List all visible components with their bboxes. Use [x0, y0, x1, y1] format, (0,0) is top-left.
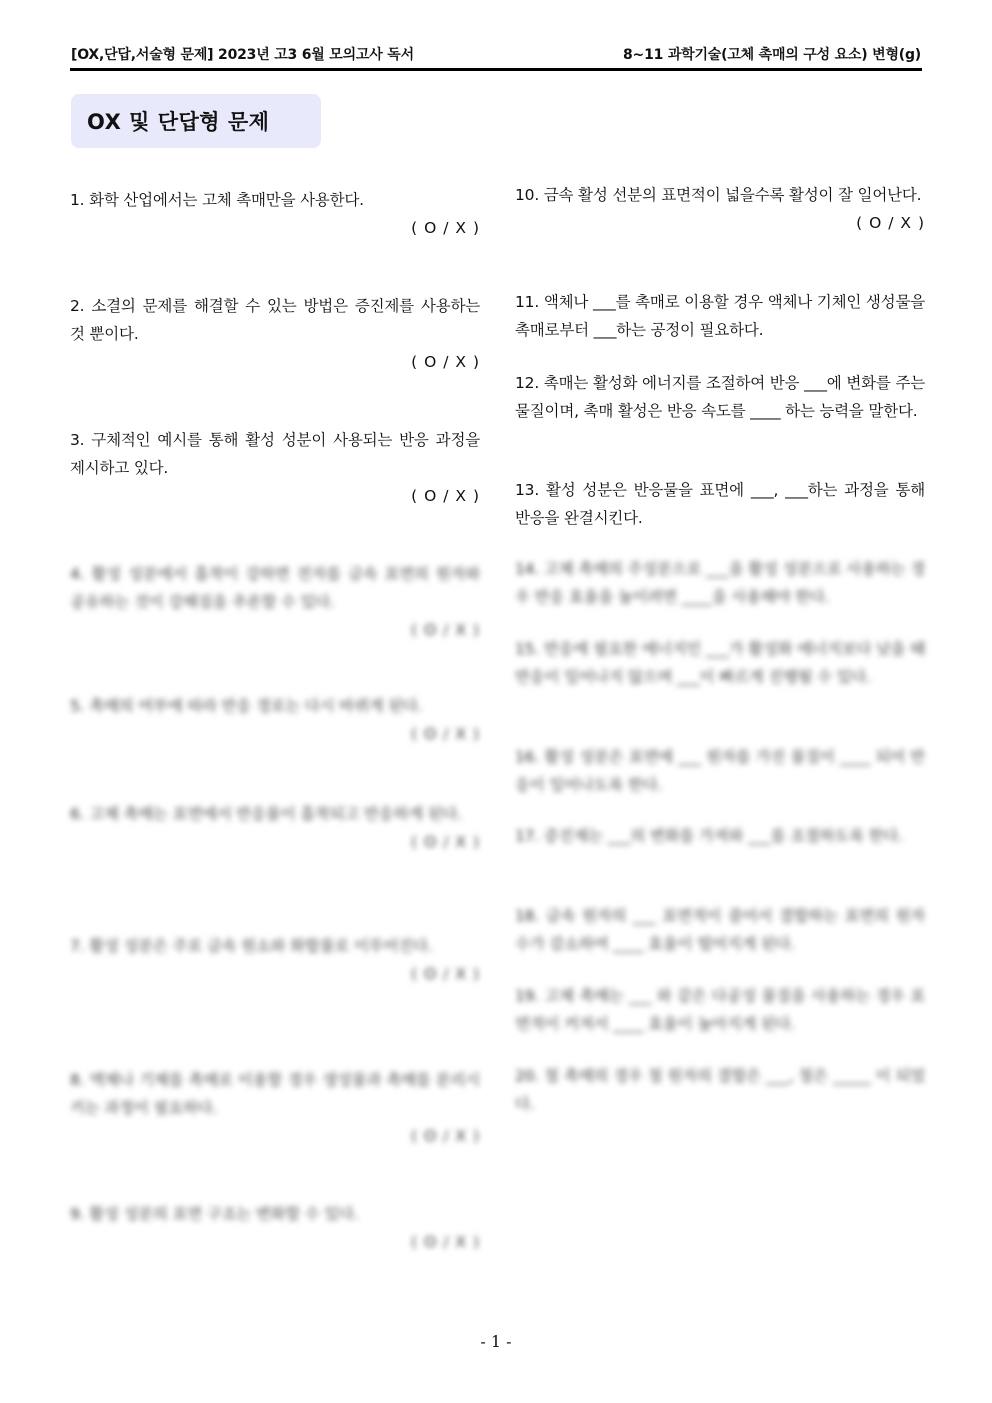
ox-answer: ( O / X ) [411, 219, 480, 237]
question-1 [70, 186, 480, 242]
question-2 [70, 292, 480, 376]
question-text: 10. 금속 활성 선분의 표면적이 넓을수록 활성이 잘 일어난다. [515, 186, 922, 204]
question-4 [70, 560, 480, 644]
question-8 [70, 1066, 480, 1150]
question-5 [70, 692, 480, 748]
question-text: 18. 금속 원자의 ___ 표면적이 줄어서 결합하는 표면의 원자 수가 감소하여 ____ 효율이 떨어지게 된다. [515, 907, 925, 953]
question-14 [515, 555, 925, 611]
question-18 [515, 902, 925, 958]
question-15 [515, 635, 925, 691]
question-text: 9. 활성 성분의 표면 구조는 변화할 수 있다. [70, 1205, 359, 1223]
question-9 [70, 1200, 480, 1256]
ox-answer: ( O / X ) [411, 353, 480, 371]
page-number: - 1 - [480, 1332, 512, 1351]
question-text: 4. 활성 성분에서 흡착이 강하면 전자를 금속 표면의 원자와 공유하는 것이 강해짐을 추론할 수 있다. [70, 565, 480, 611]
question-6 [70, 800, 480, 856]
question-text: 15. 반응에 필요한 에너지인 ___가 활성화 에너지보다 낮을 때 반응이 일어나지 않으며 ___이 빠르게 진행될 수 있다. [515, 640, 925, 686]
question-19 [515, 982, 925, 1038]
question-text: 3. 구체적인 예시를 통해 활성 성분이 사용되는 반응 과정을 제시하고 있다. [70, 431, 480, 477]
header-right-title: 8~11 과학기술(고체 촉매의 구성 요소) 변형(g) [623, 47, 921, 63]
question-text: 11. 액체나 ___를 촉매로 이용할 경우 액체나 기체인 생성물을 촉매로부터 ___하는 공정이 필요하다. [515, 293, 925, 339]
ox-answer: ( O / X ) [411, 621, 480, 639]
question-10 [515, 181, 925, 237]
question-17 [515, 822, 925, 850]
question-text: 13. 활성 성분은 반응물을 표면에 ___, ___하는 과정을 통해 반응을 완결시킨다. [515, 481, 925, 527]
question-text: 5. 촉매의 여부에 따라 반응 경로는 다시 바뀌게 된다. [70, 697, 423, 715]
question-text: 12. 촉매는 활성화 에너지를 조절하여 반응 ___에 변화를 주는 물질이며, 촉매 활성은 반응 속도를 ____ 하는 능력을 말한다. [515, 374, 925, 420]
section-title-box [71, 94, 321, 148]
question-text: 14. 고체 촉매의 주성분으로 ___을 활성 성분으로 사용하는 경우 반응 효율을 높이려면 ____을 사용해야 한다. [515, 560, 925, 606]
question-text: 20. 철 촉매의 경우 철 원자의 결합은 ___, 철은 _____ 이 되었다. [515, 1067, 925, 1113]
ox-answer: ( O / X ) [411, 965, 480, 983]
question-12 [515, 369, 925, 425]
ox-answer: ( O / X ) [856, 214, 925, 232]
ox-answer: ( O / X ) [411, 725, 480, 743]
question-text: 7. 활성 성분은 주로 금속 원소와 화합물로 이루어진다. [70, 937, 433, 955]
question-text: 1. 화학 산업에서는 고체 촉매만을 사용한다. [70, 191, 364, 209]
question-text: 8. 액체나 기체를 촉매로 이용할 경우 생성물과 촉매를 분리시키는 과정이 필요하다. [70, 1071, 480, 1117]
question-text: 2. 소결의 문제를 해결할 수 있는 방법은 증진제를 사용하는 것 뿐이다. [70, 297, 480, 343]
question-7 [70, 932, 480, 988]
section-title: OX 및 단답형 문제 [87, 110, 270, 134]
ox-answer: ( O / X ) [411, 1127, 480, 1145]
ox-answer: ( O / X ) [411, 487, 480, 505]
question-text: 6. 고체 촉매는 표면에서 반응물이 흡착되고 반응하게 된다. [70, 805, 462, 823]
question-11 [515, 288, 925, 344]
ox-answer: ( O / X ) [411, 1233, 480, 1251]
header-left-title: [OX,단답,서술형 문제] 2023년 고3 6월 모의고사 독서 [71, 47, 414, 63]
question-20 [515, 1062, 925, 1118]
question-text: 16. 활성 성분은 표면에 ___ 원자를 가진 물질이 ____ 되어 반응이 일어나도록 한다. [515, 748, 925, 794]
question-3 [70, 426, 480, 510]
question-text: 17. 증진제는 ___의 변화를 가져와 ___를 조절하도록 한다. [515, 827, 903, 845]
ox-answer: ( O / X ) [411, 833, 480, 851]
header-rule [70, 68, 922, 71]
question-text: 19. 고체 촉매는 ___ 와 같은 다공성 물질을 사용하는 경우 표면적이 커져서 ____ 효율이 높아지게 된다. [515, 987, 925, 1033]
question-13 [515, 476, 925, 532]
question-16 [515, 743, 925, 799]
